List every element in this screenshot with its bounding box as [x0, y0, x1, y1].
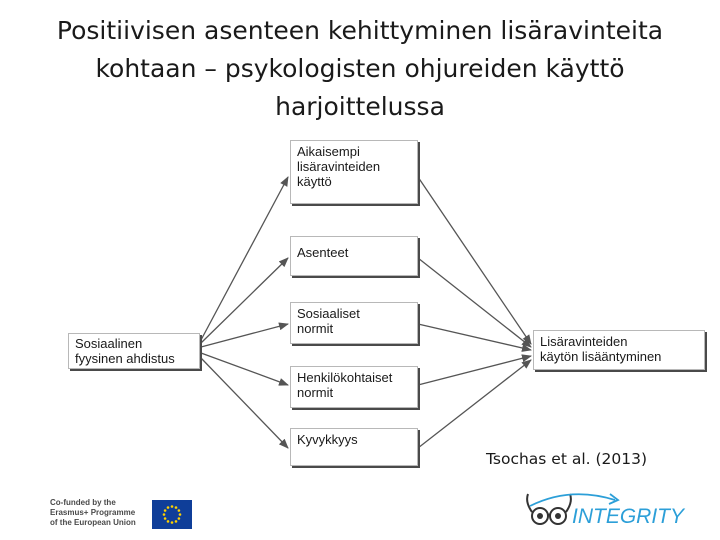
arrow-pressure-to-personal-norms — [201, 353, 288, 385]
erasmus-cofunded-text: Co-funded by the Erasmus+ Programme of the European Union — [50, 498, 136, 527]
title-line-1: Positiivisen asenteen kehittyminen lisäravinteita — [56, 16, 664, 45]
eu-flag-icon — [152, 500, 192, 529]
node-increase: Lisäravinteiden käytön lisääntyminen — [533, 330, 705, 370]
citation: Tsochas et al. (2013) — [486, 450, 648, 468]
arrow-pressure-to-attitudes — [201, 258, 288, 343]
node-social-norms: Sosiaaliset normit — [290, 302, 418, 344]
node-social-pressure: Sosiaalinen fyysinen ahdistus — [68, 333, 200, 369]
arrow-pressure-to-social-norms — [201, 324, 288, 347]
node-attitudes: Asenteet — [290, 236, 418, 276]
arrow-attitudes-to-increase — [418, 258, 531, 347]
title-line-3: harjoittelussa — [275, 92, 445, 121]
arrow-personal-norms-to-increase — [418, 356, 531, 385]
title-line-2: kohtaan – psykologisten ohjureiden käyttö — [95, 54, 625, 83]
arrow-social-norms-to-increase — [418, 324, 531, 350]
node-personal-norms: Henkilökohtaiset normit — [290, 366, 418, 408]
integrity-logo-text: INTEGRITY — [572, 505, 685, 528]
arrow-ability-to-increase — [418, 360, 531, 448]
arrow-pressure-to-ability — [201, 358, 288, 448]
node-ability: Kyvykkyys — [290, 428, 418, 466]
arrow-prior-use-to-increase — [418, 177, 531, 344]
node-prior-use: Aikaisempi lisäravinteiden käyttö — [290, 140, 418, 204]
arrow-pressure-to-prior-use — [201, 177, 288, 340]
